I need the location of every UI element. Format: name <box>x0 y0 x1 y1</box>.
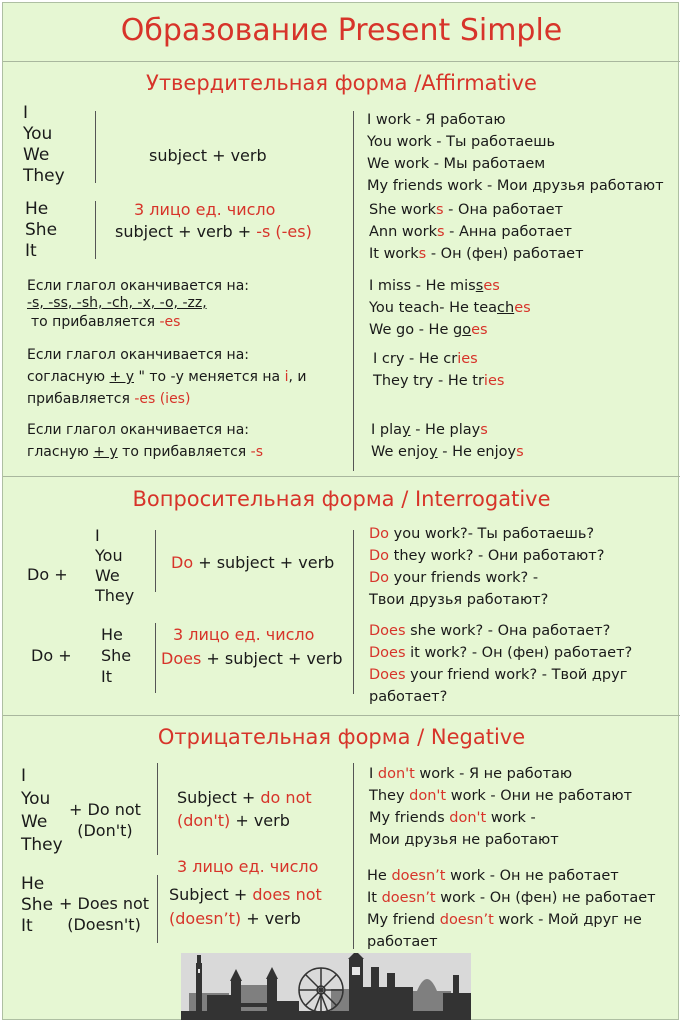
negative-heading: Отрицательная форма / Negative <box>157 725 526 749</box>
example: We work - Мы работаем <box>367 156 546 172</box>
example-text: work - Мой друг не <box>493 912 642 928</box>
example <box>371 419 524 441</box>
formula-text: Subject + <box>169 885 253 904</box>
auxiliary: Does <box>161 649 202 668</box>
example: You work - Ты работаешь <box>367 134 556 150</box>
pronoun-list <box>23 103 65 187</box>
auxiliary: Do <box>369 548 390 564</box>
example <box>369 763 632 785</box>
formula-text: + verb <box>241 909 301 928</box>
example-list <box>369 275 531 341</box>
example <box>371 441 524 463</box>
example-suffix: s <box>480 422 488 438</box>
london-skyline-illustration <box>181 953 471 1020</box>
rule-endings: -s, -ss, -sh, -ch, -x, -o, -zz, <box>27 295 207 311</box>
auxiliary: Do <box>369 526 390 542</box>
example <box>369 686 632 708</box>
example-text: your friends work? - <box>389 570 539 586</box>
example-text: It <box>367 890 382 906</box>
pronoun: He <box>21 874 45 894</box>
auxiliary-short: (Don't) <box>77 821 133 840</box>
example-text: работает <box>367 934 438 950</box>
example-ending: s <box>436 202 444 218</box>
example-text: It work <box>369 246 419 262</box>
auxiliary-short: (doesn’t) <box>169 909 242 928</box>
formula <box>169 883 322 931</box>
example-suffix: es <box>514 300 531 316</box>
example-ending: s <box>437 224 445 240</box>
example-text: Твои друзья работают? <box>369 592 549 608</box>
column-divider <box>353 111 354 471</box>
pronoun-list <box>25 199 57 262</box>
pronoun: It <box>21 916 33 936</box>
example: My friends work - Мои друзья работают <box>367 178 664 194</box>
formula-text: subject + verb + <box>115 222 257 241</box>
pronoun-list <box>95 526 134 606</box>
rule-text: " то -у меняется на <box>134 369 285 385</box>
pronoun: She <box>21 895 54 915</box>
rule-ending: + y <box>109 369 134 385</box>
page-title: Образование Present Simple <box>120 13 563 48</box>
auxiliary: doesn’t <box>439 912 494 928</box>
example <box>369 319 531 341</box>
pronoun: They <box>23 166 65 186</box>
example <box>373 370 504 392</box>
auxiliary: + Do not <box>69 800 141 819</box>
auxiliary: Does <box>369 667 406 683</box>
formula-suffix: -s (-es) <box>256 222 312 241</box>
grammar-card <box>2 2 679 1020</box>
example-text: I cry - He cr <box>373 351 458 367</box>
pronoun-list <box>21 765 63 857</box>
column-divider <box>157 875 158 943</box>
rule-suffix: -es <box>159 314 181 330</box>
example-suffix: es <box>471 322 488 338</box>
auxiliary-short: (Doesn't) <box>67 915 141 934</box>
pronoun-list <box>101 624 131 687</box>
rule-text: прибавляется <box>27 391 135 407</box>
example <box>367 909 656 931</box>
example <box>369 275 531 297</box>
example-text: - Она работает <box>443 202 564 218</box>
pronoun: It <box>101 667 112 686</box>
interrogative-heading: Вопросительная форма / Interrogative <box>132 487 551 511</box>
column-divider <box>155 530 156 592</box>
example-list <box>369 620 632 708</box>
example-text: - Он (фен) работает <box>426 246 584 262</box>
pronoun: He <box>101 625 123 644</box>
example-text: They try - He tr <box>373 373 484 389</box>
example-list <box>369 523 604 611</box>
auxiliary: don't <box>409 788 447 804</box>
example-ending: o <box>462 322 472 338</box>
example-text: I miss - He mis <box>369 278 476 294</box>
formula <box>171 553 334 572</box>
example-text: My friends <box>369 810 450 826</box>
rule-text: Если глагол оканчивается на: <box>27 422 249 438</box>
auxiliary-short: (don't) <box>177 811 231 830</box>
example <box>369 642 632 664</box>
example-text: She work <box>369 202 437 218</box>
auxiliary: do not <box>260 788 312 807</box>
example-text: they work? - Они работают? <box>389 548 605 564</box>
pronoun: We <box>21 812 48 832</box>
example <box>369 545 604 567</box>
pronoun: We <box>95 566 120 585</box>
example <box>369 807 632 829</box>
example <box>369 243 584 265</box>
rule-text: то прибавляется <box>31 314 160 330</box>
rule-text: Если глагол оканчивается на: <box>27 278 249 294</box>
pronoun: It <box>25 241 37 261</box>
rule-block <box>27 419 263 463</box>
example-text: - He enjoy <box>437 444 517 460</box>
auxiliary-label: Do + <box>27 565 68 584</box>
example <box>369 221 584 243</box>
example <box>369 785 632 807</box>
formula-text: Subject + <box>177 788 261 807</box>
auxiliary-block <box>59 893 149 935</box>
auxiliary: Do <box>171 553 194 572</box>
affirmative-heading: Утвердительная форма /Affirmative <box>146 71 537 95</box>
column-divider <box>353 763 354 949</box>
pronoun-list <box>21 874 53 937</box>
pronoun: You <box>95 546 123 565</box>
pronoun: They <box>95 586 135 605</box>
example-text: We go - He g <box>369 322 463 338</box>
example-ending: y <box>429 444 438 460</box>
pronoun: You <box>21 789 51 809</box>
divider <box>3 715 680 716</box>
column-divider <box>95 111 96 183</box>
column-divider <box>155 623 156 693</box>
auxiliary: Does <box>369 645 406 661</box>
third-person-label: 3 лицо ед. число <box>177 857 319 876</box>
pronoun: You <box>23 124 53 144</box>
example <box>369 829 632 851</box>
auxiliary: don't <box>449 810 487 826</box>
example: I work - Я работаю <box>367 112 506 128</box>
pronoun: We <box>23 145 50 165</box>
auxiliary-block <box>69 799 141 841</box>
example-text: My friend <box>367 912 440 928</box>
example <box>367 931 656 953</box>
example-ending: s <box>475 278 484 294</box>
formula <box>177 786 312 832</box>
example-list <box>373 348 504 392</box>
example-list <box>367 865 656 953</box>
rule-block <box>27 344 306 410</box>
example-text: You teach- He tea <box>369 300 498 316</box>
example-suffix: s <box>516 444 524 460</box>
auxiliary: Do <box>369 570 390 586</box>
column-divider <box>95 201 96 259</box>
rule-suffix: -s <box>250 444 264 460</box>
example-text: He <box>367 868 392 884</box>
example-suffix: es <box>483 278 500 294</box>
rule-suffix: i <box>284 369 289 385</box>
rule-suffix: -es (ies) <box>134 391 191 407</box>
divider <box>3 476 680 477</box>
example-text: work - Я не работаю <box>414 766 573 782</box>
example-ending: y <box>402 422 411 438</box>
example-text: Мои друзья не работают <box>369 832 559 848</box>
example <box>373 348 504 370</box>
rule-text: гласную <box>27 444 94 460</box>
pronoun: She <box>25 220 58 240</box>
example-text: work - <box>486 810 536 826</box>
example <box>369 567 604 589</box>
auxiliary: + Does not <box>59 894 150 913</box>
auxiliary: doesn’t <box>381 890 436 906</box>
rule-text: согласную <box>27 369 110 385</box>
formula: subject + verb <box>149 146 267 165</box>
example-ending: s <box>418 246 427 262</box>
auxiliary: doesn’t <box>391 868 446 884</box>
auxiliary: don't <box>377 766 415 782</box>
example-text: Ann work <box>369 224 437 240</box>
auxiliary: does not <box>252 885 322 904</box>
third-person-label: 3 лицо ед. число <box>134 200 276 219</box>
example-list <box>371 419 524 463</box>
auxiliary-label: Do + <box>31 646 72 665</box>
example-text: We enjo <box>371 444 430 460</box>
rule-text: , и <box>288 369 307 385</box>
rule-text: то прибавляется <box>117 444 251 460</box>
auxiliary: Does <box>369 623 406 639</box>
divider <box>3 61 680 62</box>
example-text: you work?- Ты работаешь? <box>389 526 595 542</box>
example-list <box>369 763 632 851</box>
example-text: work - Он не работает <box>445 868 619 884</box>
example-suffix: ies <box>457 351 478 367</box>
example-ending: ch <box>497 300 515 316</box>
example-text: work - Он (фен) не работает <box>435 890 656 906</box>
example <box>367 865 656 887</box>
pronoun: I <box>95 526 100 545</box>
pronoun: I <box>21 766 27 786</box>
pronoun: He <box>25 199 49 219</box>
rule-block <box>27 275 249 333</box>
example-text: I <box>369 766 378 782</box>
example <box>369 199 584 221</box>
third-person-label: 3 лицо ед. число <box>173 625 315 644</box>
column-divider <box>157 763 158 855</box>
formula-text: + subject + verb <box>201 649 343 668</box>
example <box>367 887 656 909</box>
example <box>369 589 604 611</box>
example-list <box>367 109 664 197</box>
formula-text: + subject + verb <box>193 553 335 572</box>
example-text: - He play <box>410 422 481 438</box>
example <box>369 523 604 545</box>
example <box>369 620 632 642</box>
example-text: your friend work? - Твой друг <box>405 667 628 683</box>
formula <box>115 222 312 241</box>
example-text: work - Они не работают <box>446 788 633 804</box>
rule-text: Если глагол оканчивается на: <box>27 347 249 363</box>
formula <box>161 649 343 668</box>
pronoun: She <box>101 646 132 665</box>
example-text: she work? - Она работает? <box>405 623 611 639</box>
rule-ending: + y <box>93 444 118 460</box>
example <box>369 297 531 319</box>
pronoun: I <box>23 103 29 123</box>
column-divider <box>353 530 354 694</box>
example-list <box>369 199 584 265</box>
pronoun: They <box>21 835 63 855</box>
example-text: I pla <box>371 422 403 438</box>
example-text: it work? - Он (фен) работает? <box>405 645 633 661</box>
example-text: работает? <box>369 689 448 705</box>
example-suffix: ies <box>483 373 505 389</box>
formula-text: + verb <box>230 811 290 830</box>
example-text: They <box>369 788 410 804</box>
example-text: - Анна работает <box>444 224 572 240</box>
example <box>369 664 632 686</box>
